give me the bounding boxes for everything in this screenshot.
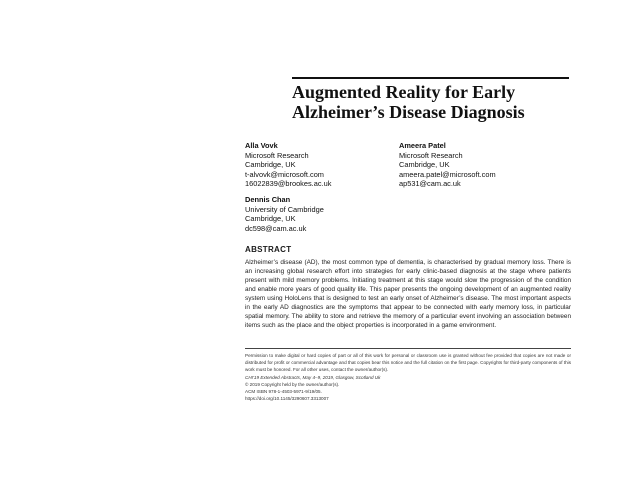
author-block-2 <box>399 141 496 189</box>
conference-line: CHI’19 Extended Abstracts, May 4–9, 2019, Glasgow, Scotland Uk <box>245 374 381 380</box>
author-name: Dennis Chan <box>245 195 291 204</box>
doi-link[interactable]: https://doi.org/10.1145/3290607.3313007 <box>245 396 329 402</box>
permission-notice: Permission to make digital or hard copies of part or all of this work for personal or classroom use is granted without fee provided that copies are not made or distributed for profit or commercial advantage and that copies bear this notice and the full citation on the first page. Copyrights for third-party components of this work must be honored. For all other uses, contact the owner/author(s). <box>245 353 571 373</box>
title-rule <box>292 77 569 79</box>
author-affiliation: Microsoft Research <box>245 150 309 160</box>
footnote-block <box>245 352 571 402</box>
author-email[interactable]: ameera.patel@microsoft.com <box>399 169 496 179</box>
title-line-2: Alzheimer’s Disease Diagnosis <box>292 102 525 122</box>
author-name: Alla Vovk <box>245 141 278 150</box>
author-location: Cambridge, UK <box>245 214 296 224</box>
author-email[interactable]: ap531@cam.ac.uk <box>399 179 461 189</box>
abstract-heading: ABSTRACT <box>245 245 292 254</box>
author-email[interactable]: 16022839@brookes.ac.uk <box>245 179 332 189</box>
author-location: Cambridge, UK <box>399 160 450 170</box>
author-block-1 <box>245 141 331 189</box>
author-name: Ameera Patel <box>399 141 446 150</box>
author-affiliation: Microsoft Research <box>399 150 463 160</box>
author-email[interactable]: t-alvovk@microsoft.com <box>245 169 324 179</box>
copyright-line: © 2019 Copyright held by the owner/author(s). <box>245 381 340 387</box>
abstract-text: Alzheimer’s disease (AD), the most common type of dementia, is characterised by gradual memory loss. There is an increasing global research effort into strategies for early clinic-based diagnosis at the stage where patients present with mild memory problems. Initiating treatment at this stage would slow the progression of the condition and enable more years of good quality life. This paper presents the ongoing development of an augmented reality system using HoloLens that is designed to test an early onset of Alzheimer’s disease. The most important aspects in the early AD diagnostics are the symptoms that appear to be connected with early memory loss, in particular spatial memory. The ability to store and retrieve the memory of a particular event involving an association between items such as the place and the object properties is incorporated in a game environment. <box>245 259 571 329</box>
author-block-3 <box>245 195 324 233</box>
author-email[interactable]: dc598@cam.ac.uk <box>245 223 307 233</box>
title-line-1: Augmented Reality for Early <box>292 82 516 102</box>
footnote-rule <box>245 348 571 349</box>
author-location: Cambridge, UK <box>245 160 296 170</box>
paper-title <box>292 82 592 122</box>
author-affiliation: University of Cambridge <box>245 204 324 214</box>
isbn-line: ACM ISBN 978-1-4503-5971-9/19/05. <box>245 389 322 395</box>
